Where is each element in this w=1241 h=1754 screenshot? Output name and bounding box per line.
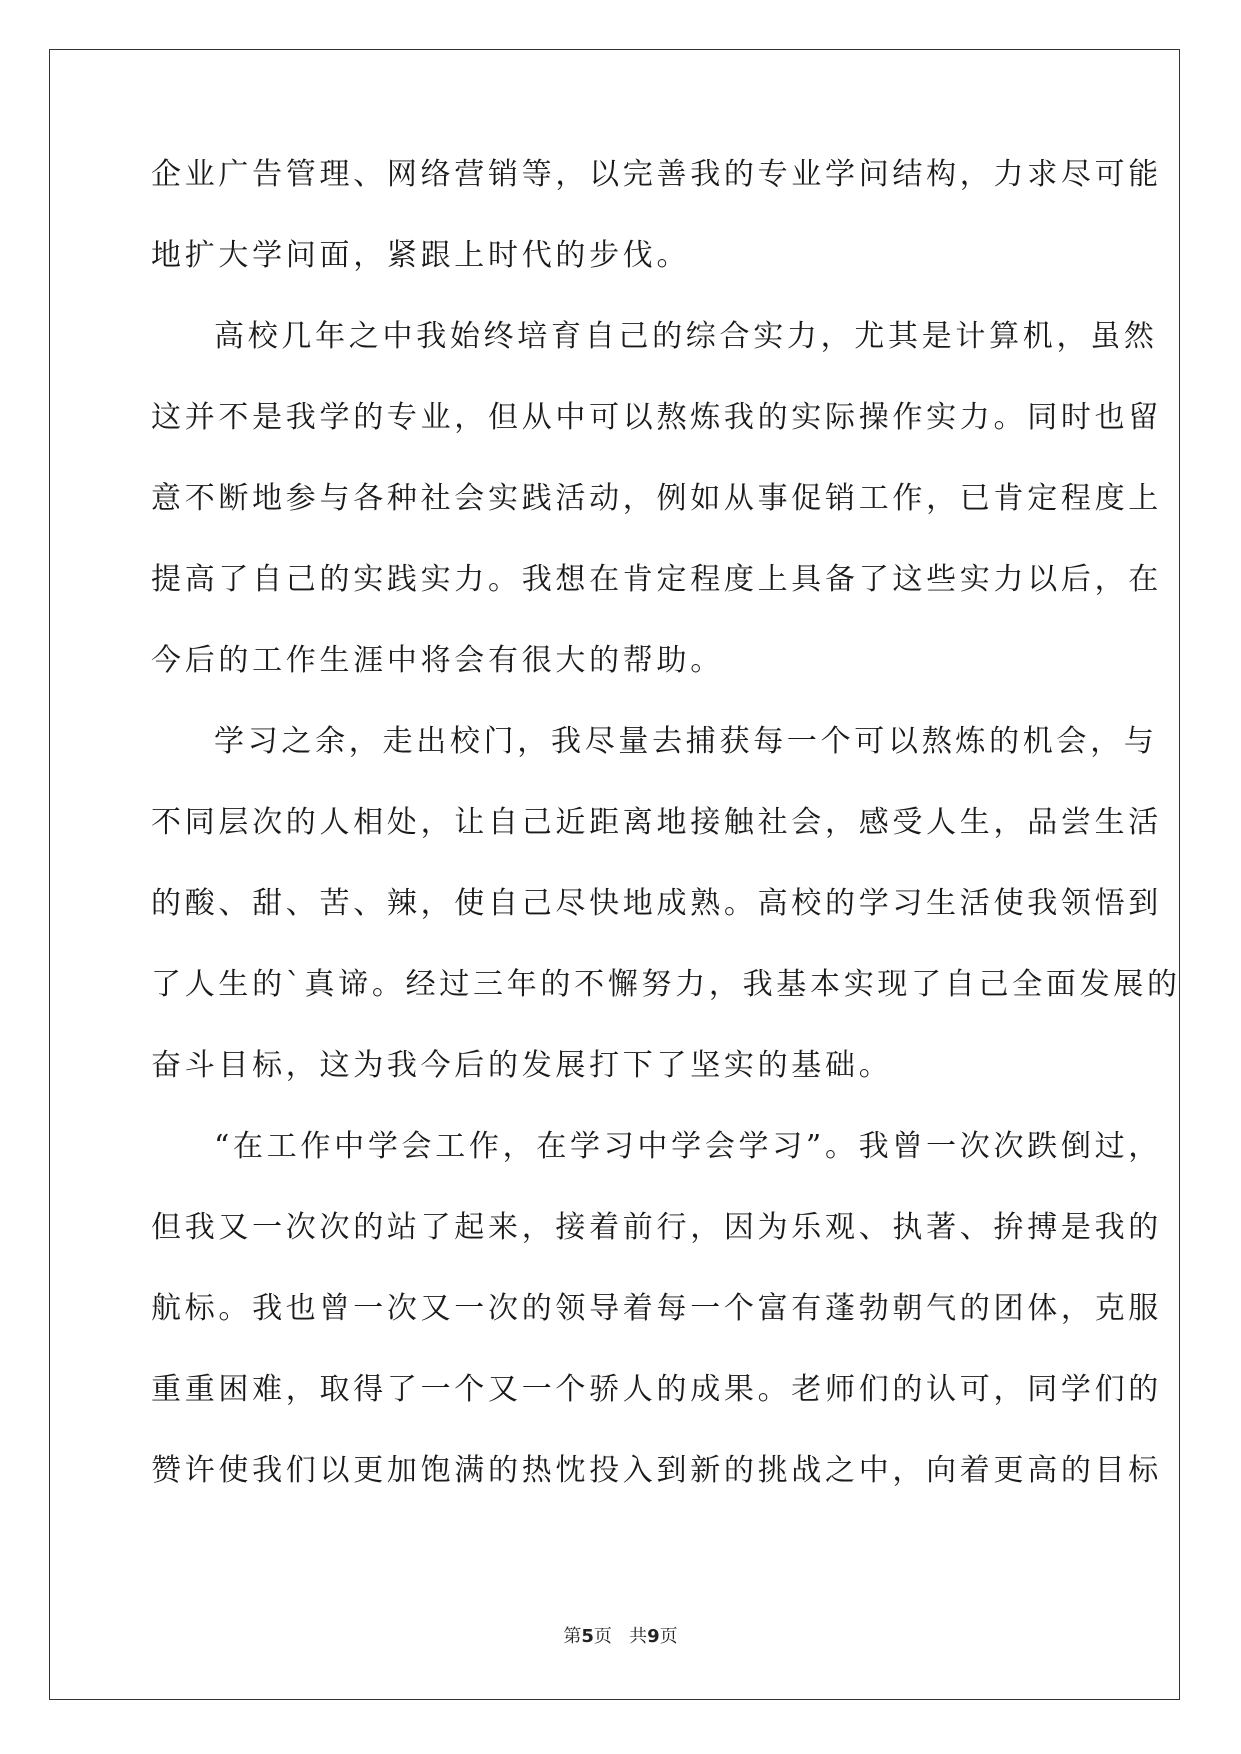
text-line: 了人生的`真谛。经过三年的不懈努力，我基本实现了自己全面发展的 <box>151 967 1181 1002</box>
text-line: 重重困难，取得了一个又一个骄人的成果。老师们的认可，同学们的 <box>151 1372 1162 1407</box>
text-line: 这并不是我学的专业，但从中可以熬炼我的实际操作实力。同时也留 <box>151 400 1162 435</box>
text-line: 提高了自己的实践实力。我想在肯定程度上具备了这些实力以后，在 <box>151 562 1162 597</box>
text-line: 不同层次的人相处，让自己近距离地接触社会，感受人生，品尝生活 <box>151 805 1162 840</box>
text-line: 学习之余，走出校门，我尽量去捕获每一个可以熬炼的机会，与 <box>214 724 1158 759</box>
text-line: 地扩大学问面，紧跟上时代的步伐。 <box>151 238 691 273</box>
text-line: 的酸、甜、苦、辣，使自己尽快地成熟。高校的学习生活使我领悟到 <box>151 886 1162 921</box>
text-line: 高校几年之中我始终培育自己的综合实力，尤其是计算机，虽然 <box>214 319 1158 354</box>
document-body <box>151 157 1181 1535</box>
page-total: 9 <box>647 1626 660 1647</box>
text-line: 奋斗目标，这为我今后的发展打下了坚实的基础。 <box>151 1048 893 1083</box>
page-footer <box>0 1622 1241 1648</box>
text-line: 赞许使我们以更加饱满的热忱投入到新的挑战之中，向着更高的目标 <box>151 1453 1162 1488</box>
text-line: 今后的工作生涯中将会有很大的帮助。 <box>151 643 724 678</box>
text-line: “在工作中学会工作，在学习中学会学习”。我曾一次次跌倒过， <box>214 1129 1162 1164</box>
page-current: 5 <box>581 1626 594 1647</box>
text-line: 企业广告管理、网络营销等，以完善我的专业学问结构，力求尽可能 <box>151 157 1162 192</box>
total-suffix: 页 <box>659 1626 678 1647</box>
total-prefix: 共 <box>629 1626 648 1647</box>
page-suffix: 页 <box>593 1626 612 1647</box>
text-line: 但我又一次次的站了起来，接着前行，因为乐观、执著、拚搏是我的 <box>151 1210 1162 1245</box>
text-line: 航标。我也曾一次又一次的领导着每一个富有蓬勃朝气的团体，克服 <box>151 1291 1162 1326</box>
page-prefix: 第 <box>563 1626 582 1647</box>
text-line: 意不断地参与各种社会实践活动，例如从事促销工作，已肯定程度上 <box>151 481 1162 516</box>
